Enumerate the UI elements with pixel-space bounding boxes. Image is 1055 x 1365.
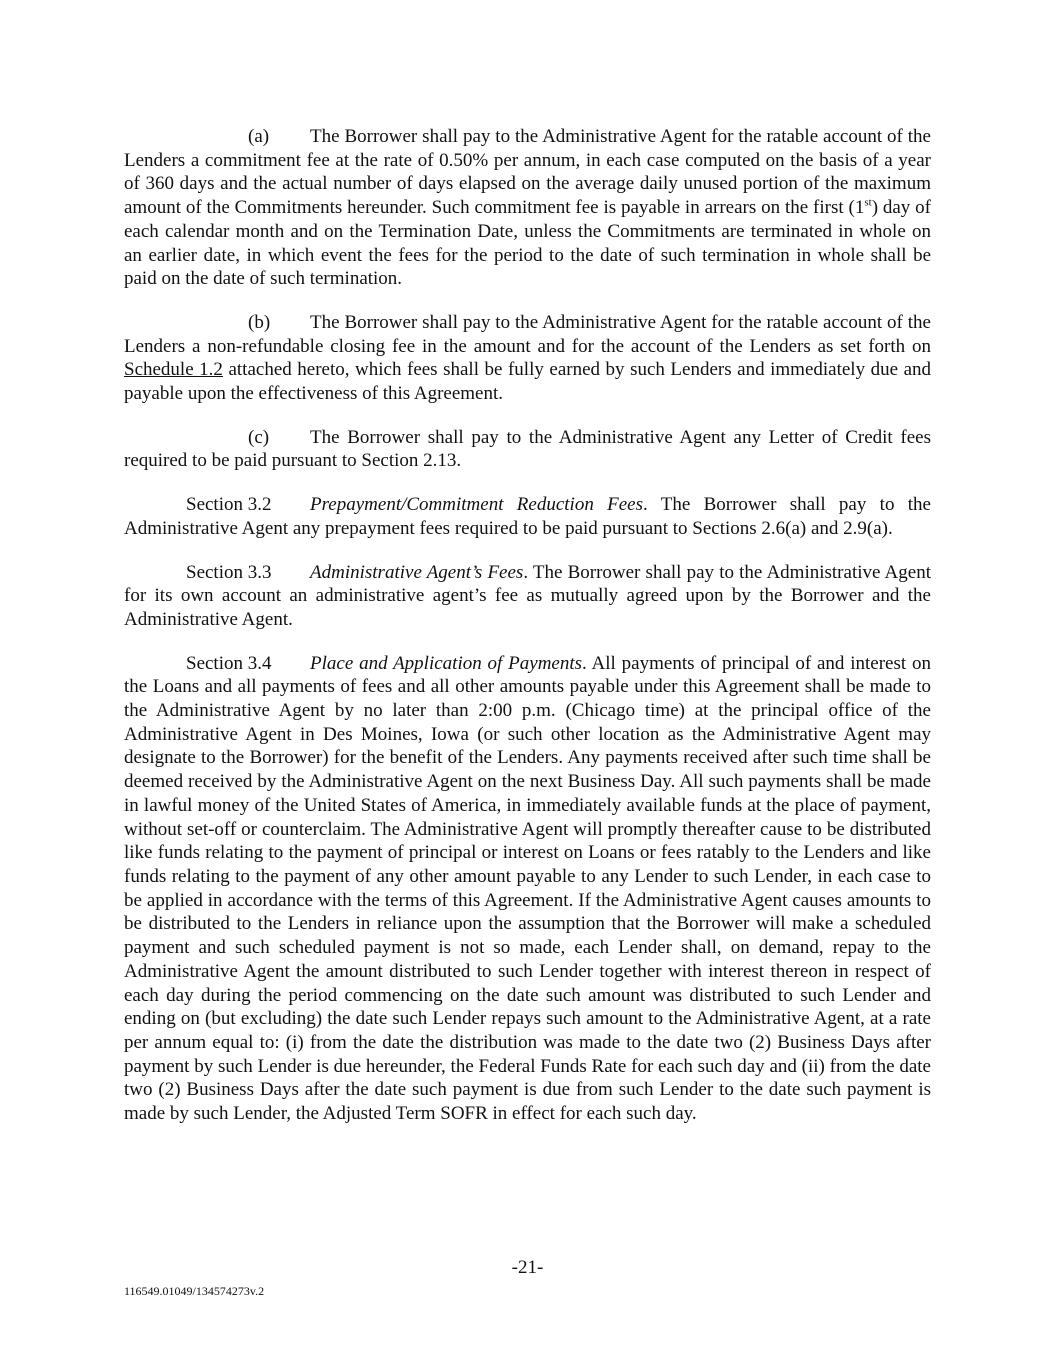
paragraph-a-superscript: st (864, 196, 872, 209)
section-3-3-label: Section 3.3 (186, 561, 272, 583)
paragraph-b (124, 311, 931, 406)
paragraph-b-text-1: The Borrower shall pay to the Administrative Agent for the ratable account of the Lenders a non-refundable closing fee in the amount and for the account of the Lenders as set forth on (124, 311, 931, 357)
paragraph-b-label: (b) (248, 311, 271, 333)
section-3-3-body: . The Borrower shall pay to the Administrative Agent for its own account an administrative agent’s fee as mutually agreed upon by the Borrower and the Administrative Agent. (124, 561, 931, 630)
section-3-4-label: Section 3.4 (186, 652, 272, 674)
schedule-reference: Schedule 1.2 (124, 359, 223, 381)
paragraph-a-text-2: ) day of each calendar month and on the Termination Date, unless the Commitments are terminated in whole on an earlier date, in which event the fees for the period to the date of such termination in whole shall be paid on the date of such termination. (124, 197, 931, 290)
paragraph-b-text-2: attached hereto, which fees shall be fully earned by such Lenders and immediately due and payable upon the effectiveness of this Agreement. (124, 359, 932, 405)
document-id: 116549.01049/134574273v.2 (124, 1284, 265, 1298)
section-3-2-title: Prepayment/Commitment Reduction Fees (310, 494, 644, 516)
paragraph-a-text-1: The Borrower shall pay to the Administrative Agent for the ratable account of the Lenders a commitment fee at the rate of 0.50% per annum, in each case computed on the basis of a year of 360 days and the actual number of days elapsed on the average daily unused portion of the maximum amount of the Commitments hereunder. Such commitment fee is payable in arrears on the first (1 (124, 126, 931, 219)
paragraph-a-label: (a) (248, 126, 270, 147)
page-number: -21- (511, 1257, 544, 1278)
section-3-2 (124, 493, 931, 540)
section-3-2-body: . The Borrower shall pay to the Administrative Agent any prepayment fees required to be paid pursuant to Sections 2.6(a) and 2.9(a). (124, 494, 931, 539)
paragraph-c (124, 426, 931, 473)
document-body (124, 125, 931, 1146)
section-3-4-title: Place and Application of Payments (310, 652, 583, 674)
section-3-2-label: Section 3.2 (186, 494, 272, 516)
section-3-3 (124, 561, 931, 632)
paragraph-a (124, 125, 931, 291)
paragraph-c-text: The Borrower shall pay to the Administrative Agent any Letter of Credit fees required to be paid pursuant to Section 2.13. (124, 426, 931, 472)
section-3-4 (124, 652, 931, 1126)
section-3-3-title: Administrative Agent’s Fees (310, 561, 524, 583)
paragraph-c-label: (c) (248, 426, 270, 448)
section-3-4-body: . All payments of principal of and interest on the Loans and all payments of fees and all other amounts payable under this Agreement shall be made to the Administrative Agent by no later than 2:00 p.m. (Chicago time) at the principal office of the Administrative Agent in Des Moines, Iowa (or such other location as the Administrative Agent may designate to the Borrower) for the benefit of the Lenders. Any payments received after such time shall be deemed received by the Administrative Agent on the next Business Day. All such payments shall be made in lawful money of the United States of America, in immediately available funds at the place of payment, without set-off or counterclaim. The Administrative Agent will promptly thereafter cause to be distributed like funds relating to the payment of principal or interest on Loans or fees ratably to the Lenders and like funds relating to the payment of any other amount payable to any Lender to such Lender, in each case to be applied in accordance with the terms of this Agreement. If the Administrative Agent causes amounts to be distributed to the Lenders in reliance upon the assumption that the Borrower will make a scheduled payment and such scheduled payment is not so made, each Lender shall, on demand, repay to the Administrative Agent the amount distributed to such Lender together with interest thereon in respect of each day during the period commencing on the date such amount was distributed to such Lender and ending on (but excluding) the date such Lender repays such amount to the Administrative Agent, at a rate per annum equal to: (i) from the date the distribution was made to the date two (2) Business Days after payment by such Lender is due hereunder, the Federal Funds Rate for each such day and (ii) from the date two (2) Business Days after the date such payment is due from such Lender to the date such payment is made by such Lender, the Adjusted Term SOFR in effect for each such day. (124, 652, 931, 1125)
